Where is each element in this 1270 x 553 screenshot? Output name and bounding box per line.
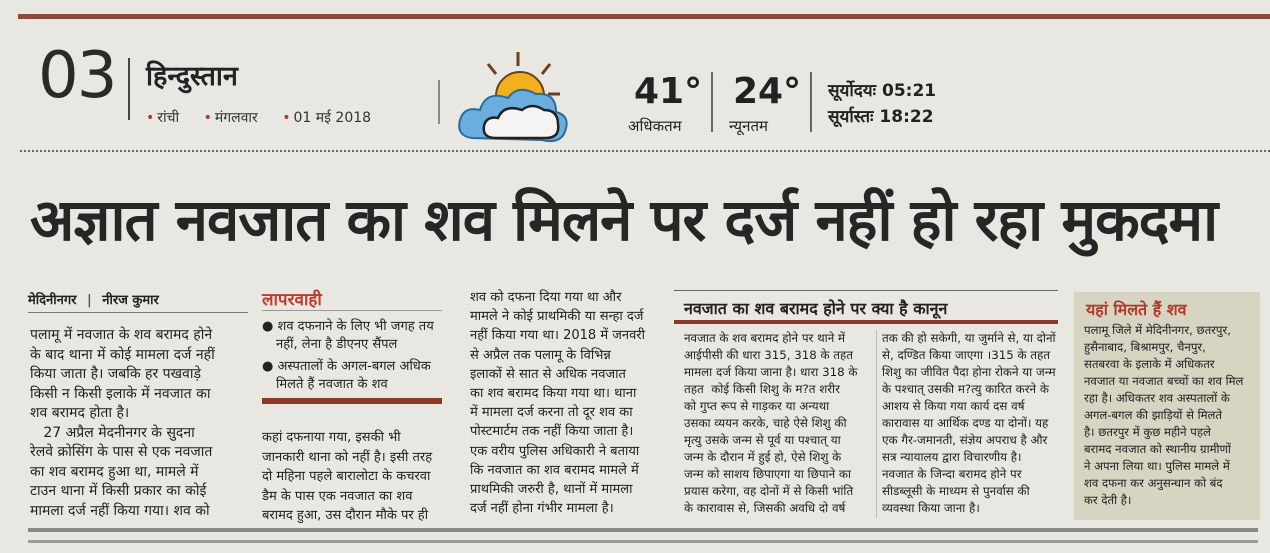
article-column-1 [30,326,250,521]
text-line: कहां दफनाया गया, इसकी भी [262,430,401,445]
city: रांची [157,110,180,126]
text-line: तक की हो सकेगी, या जुर्माने से, या दोनों [882,331,1056,345]
text-line: शव बरामद होता है। [30,405,130,421]
text-line: शव को दफना दिया गया था और [470,290,622,305]
sunset-label: सूर्यास्तः [828,107,874,127]
kicker-rule [262,310,442,311]
text-line: आशय से किया गया कार्य दस वर्ष [882,399,1025,413]
dateline [146,108,391,127]
text-line: हुसैनाबाद, बिश्रामपुर, चैनपुर, [1084,340,1206,354]
article-column-3 [470,288,670,518]
kicker-label: लापरवाही [262,290,322,310]
text-line: प्राथमिकी जरुरी है, थानों में मामला [470,482,633,498]
text-line: को गुप्त रूप से गाड़कर या अन्यथा [684,399,830,413]
text-line: दर्ज नहीं होना गंभीर मामला है। [470,501,614,517]
byline: मेदिनीनगर | नीरज कुमार [28,293,159,308]
text-line: एक गैर-जमानती, संज्ञेय अपराध है और [882,433,1048,447]
highlight-bottom-bar [262,398,442,404]
text-line: सतबरवा के इलाके में अधिकतर [1084,357,1215,371]
bullet-icon: ● [262,359,278,374]
headline: अज्ञात नवजात का शव मिलने पर दर्ज नहीं हो रहा मुकदमा [30,186,1218,254]
text-line: है। छतरपुर में कुछ महीने पहले [1084,425,1211,439]
text-line: पोस्टमार्टम तक नहीं किया जाता है। [470,424,634,440]
text-line: कि नवजात का शव बरामद मामले में [470,462,639,478]
text-line: नहीं किया गया था। 2018 में जनवरी [470,328,645,344]
min-temp-label: न्यूनतम [729,117,768,135]
text-line: डैम के पास एक नवजात का शव [262,488,413,504]
text-line: सीडब्लूसी के माध्यम से पुनर्वास की [882,484,1030,498]
bullet-text: अस्पतालों के अगल-बगल अधिक [277,359,431,374]
max-temp: 41° [634,71,703,112]
masthead-dotted-rule [20,150,1270,152]
text-line: इलाकों से सात से अधिक नवजात [470,366,626,382]
text-line: रहा है। अधिकतर शव अस्पतालों के [1084,391,1230,405]
text-line: किसी न किसी इलाके में नवजात का [30,385,211,402]
sunset [828,104,934,127]
text-line: जन्म के दौरान में हुई हो, ऐसे शिशु के [684,450,842,464]
masthead-divider [128,58,130,120]
bullet-text: मिलते हैं नवजात के शव [276,377,388,392]
text-line: सत्र न्यायालय द्वारा विचारणीय है। [882,450,1022,464]
day: मंगलवार [214,110,258,126]
text-line: नवजात के शव बरामद होने पर थाने में [684,331,846,345]
text-line: व्यवस्था किया जाना है। [882,501,980,515]
top-rule [18,14,1270,19]
masthead-divider-2 [438,80,440,124]
date-item: • 01 मई 2018 [282,110,372,126]
law-box-column-b [882,330,1064,517]
byline-reporter: नीरज कुमार [102,293,159,308]
day-item: • मंगलवार [203,110,258,126]
text-line: में मामला दर्ज करना तो दूर शव का [470,405,633,421]
text-line: आईपीसी की धारा 315, 318 के तहत [684,348,853,362]
byline-place: मेदिनीनगर [28,293,77,308]
article-column-2 [262,428,462,526]
law-box-heading: नवजात का शव बरामद होने पर क्या है कानून [684,299,948,318]
text-line: मृत्यु उसके जन्म से पूर्व या पश्चात् या [684,433,841,447]
text-line: जन्म को साशय छिपाएगा या छिपाने का [684,467,852,481]
text-line: पलामू जिले में मेदिनीनगर, छतरपुर, [1084,323,1231,337]
text-line: प्रयास करेगा, वह दोनों में से किसी भांति [684,484,854,498]
text-line: अगल-बगल की झाड़ियों से मिलते [1084,408,1223,422]
text-line: रेलवे क्रोसिंग के पास से एक नवजात [30,444,213,460]
text-line: तहत कोई किसी शिशु के म?त शरीर [684,382,840,396]
text-line: मामले ने कोई प्राथमिकी या सन्हा दर्ज [470,309,644,325]
min-temp: 24° [733,71,802,112]
text-line: शव दफना कर अनुसन्धान को बंद [1084,476,1223,490]
text-line: नवजात या नवजात बच्चों का शव मिल [1084,374,1244,388]
page-number: 03 [38,39,116,113]
law-box-column-divider [876,330,877,518]
newspaper-name: हिन्दुस्तान [146,61,238,92]
bottom-rule-2 [28,540,1258,543]
text-line: कर देती है। [1084,493,1132,507]
text-line: नवजात के जिन्दा बरामद होने पर [882,467,1022,481]
sunrise-time: 05:21 [882,81,937,101]
sunrise-label: सूर्योदयः [828,81,877,101]
sidebox-text [1084,322,1256,509]
bullet-icon: ● [262,319,278,334]
text-line: कारावास या आर्थिक दण्ड या दोनों। यह [882,416,1049,430]
weather-divider-2 [810,72,812,132]
text-line: दो महिना पहले बारालोटा के कचरवा [262,469,431,484]
bullet-1 [262,318,452,354]
bullet-2 [262,358,452,394]
law-box-top-rule [674,290,1058,291]
city-item: • रांची [146,110,180,126]
text-line: से अप्रैल तक पलामू के विभिन्न [470,347,611,363]
text-line: जानकारी थाना को नहीं है। इसी तरह [262,449,433,465]
sunset-time: 18:22 [879,107,934,127]
text-line: 27 अप्रैल मेदनीनगर के सुदना [30,424,195,441]
text-line: बरामद नवजात को स्थानीय ग्रामीणों [1084,442,1231,456]
max-temp-label: अधिकतम [628,117,682,135]
text-line: के कारावास से, जिसकी अवधि दो वर्ष [684,501,846,515]
date: 01 मई 2018 [293,110,372,126]
text-line: बरामद हुआ, उस दौरान मौके पर ही [262,508,429,523]
weather-divider [711,72,713,132]
law-box-rule [674,320,1058,324]
text-line: का शव बरामद हुआ था, मामले में [30,463,199,480]
text-line: ने अपना लिया था। पुलिस मामले में [1084,459,1230,473]
text-line: टाउन थाना में किसी प्रकार का कोई [30,483,207,499]
text-line: किया जाता है। जबकि हर पखवाड़े [30,366,201,382]
text-line: उसका व्ययन करके, चाहे ऐसे शिशु की [684,416,847,430]
law-box-column-a [684,330,870,517]
bullet-text: शव दफनाने के लिए भी जगह तय [277,319,434,334]
text-line: के बाद थाना में कोई मामला दर्ज नहीं [30,346,215,363]
bottom-rule [28,528,1258,532]
text-line: के पश्चात् उसकी म?त्यु कारित करने के [882,382,1049,396]
sunrise [828,78,936,101]
text-line: एक वरीय पुलिस अधिकारी ने बताया [470,443,640,459]
text-line: शिशु का जीवित पैदा होना रोकने या जन्म [882,365,1056,379]
byline-rule [28,312,248,313]
sidebox-heading: यहां मिलते हैं शव [1086,300,1187,319]
bullet-text: नहीं, लेना है डीएनए सैंपल [276,337,398,352]
text-line: से, दण्डित किया जाएगा ।315 के तहत [882,348,1050,362]
text-line: पलामू में नवजात के शव बरामद होने [30,327,213,343]
text-line: मामला दर्ज नहीं किया गया। शव को [30,502,210,519]
partly-cloudy-icon [452,46,582,156]
text-line: मामला दर्ज किया जाना है। धारा 318 के [684,365,858,379]
text-line: का शव बरामद किया गया था। थाना [470,386,637,402]
